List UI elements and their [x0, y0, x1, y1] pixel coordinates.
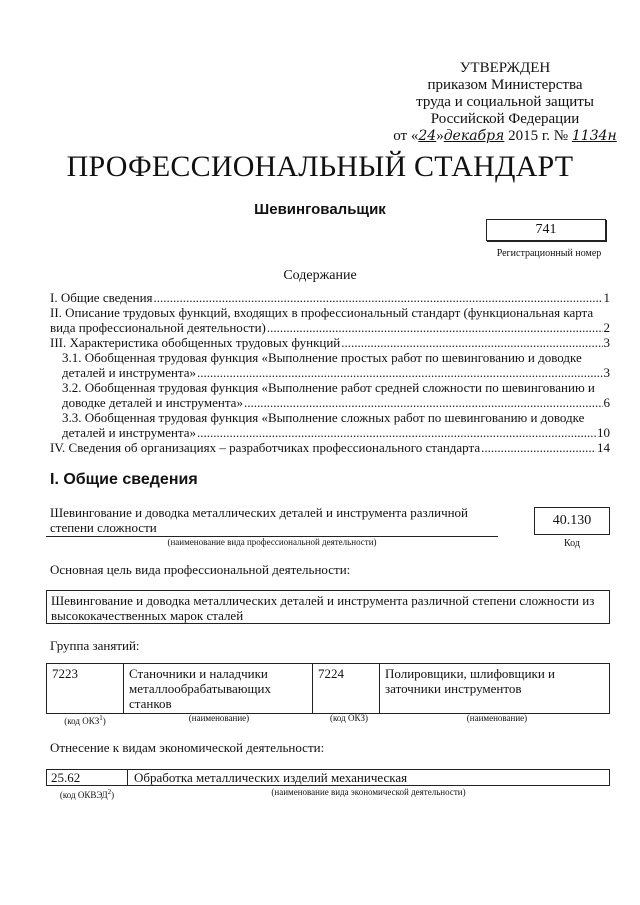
toc-item[interactable]: [50, 305, 610, 335]
date-year: 2015 г. №: [508, 128, 569, 144]
section-heading: I. Общие сведения: [50, 471, 198, 488]
date-day: 24: [418, 128, 437, 144]
okz-name-cell: Станочники и наладчики металлообрабатывающих станков: [124, 664, 313, 714]
toc-item-page: 6: [603, 395, 610, 410]
caption-text: (код ОКВЭД: [59, 790, 108, 800]
order-number: 1134н: [571, 128, 617, 144]
toc-leader: [244, 395, 603, 410]
okz-code-caption: [46, 713, 124, 727]
toc-leader: [481, 440, 596, 455]
date-prefix: от «: [393, 128, 419, 144]
caption-text: (код ОКЗ: [64, 716, 100, 726]
footnote-mark: 1: [99, 714, 103, 722]
approval-block: [390, 60, 620, 145]
activity-name-line: Шевингование и доводка металлических деталей и инструмента различной: [50, 505, 469, 520]
okz-name-caption: (наименование): [188, 713, 250, 723]
toc-leader: [197, 365, 602, 380]
okved-name-cell: Обработка металлических изделий механическая: [127, 769, 610, 786]
okz-name-caption-2: (наименование): [466, 713, 528, 723]
toc-item-text: II. Описание трудовых функций, входящих в профессиональный стандарт (функциональная карта: [50, 305, 594, 320]
toc-item-page: 2: [603, 320, 610, 335]
approval-date-line: [390, 128, 620, 145]
okz-name-cell: Полировщики, шлифовщики и заточники инструментов: [380, 664, 610, 714]
approval-line-2: приказом Министерства: [427, 77, 583, 93]
toc-item-text-cont: доводке деталей и инструмента»: [62, 395, 243, 410]
okved-name-caption: (наименование вида экономической деятельности): [271, 787, 466, 797]
activity-code-label: Код: [564, 538, 580, 549]
toc-item-text: 3.1. Обобщенная трудовая функция «Выполнение простых работ по шевингованию и доводке: [62, 350, 582, 365]
group-label: Группа занятий:: [50, 638, 140, 653]
date-mid: »: [436, 128, 444, 144]
profession-name: Шевинговальщик: [254, 201, 386, 218]
toc-item[interactable]: [50, 350, 610, 380]
toc-list: [50, 290, 610, 455]
toc-item-text-cont: вида профессиональной деятельности): [50, 320, 266, 335]
caption-text: ): [102, 716, 106, 726]
toc-heading: Содержание: [283, 268, 357, 283]
toc-item-page: 3: [603, 335, 610, 350]
goal-text-line: Шевингование и доводка металлических деталей и инструмента различной степени сложности из: [51, 593, 595, 608]
econ-label: Отнесение к видам экономической деятельности:: [50, 740, 325, 755]
document-title: ПРОФЕССИОНАЛЬНЫЙ СТАНДАРТ: [66, 150, 574, 183]
approval-line-4: Российской Федерации: [430, 111, 580, 127]
toc-item[interactable]: [50, 410, 610, 440]
toc-item[interactable]: [50, 290, 610, 305]
toc-item-page: 1: [603, 290, 610, 305]
activity-caption: (наименование вида профессиональной деятельности): [167, 537, 377, 547]
okved-code-caption: [46, 787, 128, 801]
toc-item[interactable]: [50, 440, 610, 455]
goal-text-line: высококачественных марок сталей: [51, 608, 244, 623]
toc-item-text: 3.2. Обобщенная трудовая функция «Выполнение работ средней сложности по шевингованию и: [62, 380, 595, 395]
occupation-group-table: [46, 663, 610, 714]
registration-number-box: 741: [486, 219, 606, 241]
toc-item-text: IV. Сведения об организациях – разработчиках профессионального стандарта: [50, 440, 481, 455]
toc-item-text: 3.3. Обобщенная трудовая функция «Выполнение сложных работ по шевингованию и доводке: [62, 410, 585, 425]
toc-leader: [154, 290, 603, 305]
goal-box: [46, 590, 610, 624]
toc-item-text: I. Общие сведения: [50, 290, 153, 305]
okz-code-caption-2: (код ОКЗ): [330, 713, 368, 723]
toc-item-text: III. Характеристика обобщенных трудовых функций: [50, 335, 341, 350]
toc-item-page: 3: [603, 365, 610, 380]
toc-leader: [341, 335, 602, 350]
activity-name-line: степени сложности: [50, 520, 157, 535]
toc-item-text-cont: деталей и инструмента»: [62, 365, 197, 380]
okz-code-cell: 7224: [313, 664, 380, 714]
activity-code-box: 40.130: [534, 507, 610, 535]
registration-number-label: Регистрационный номер: [496, 248, 602, 259]
toc-item-page: 14: [597, 440, 610, 455]
approval-line-3: труда и социальной защиты: [416, 94, 594, 110]
okz-code-cell: 7223: [47, 664, 124, 714]
approval-line-1: УТВЕРЖДЕН: [459, 60, 551, 76]
goal-label: Основная цель вида профессиональной деятельности:: [50, 562, 351, 577]
footnote-mark: 2: [107, 788, 112, 796]
okved-code-cell: 25.62: [46, 769, 128, 786]
toc-item-page: 10: [597, 425, 610, 440]
toc-item[interactable]: [50, 380, 610, 410]
toc-leader: [197, 425, 596, 440]
date-month: декабря: [443, 128, 505, 144]
toc-leader: [267, 320, 603, 335]
toc-item[interactable]: [50, 335, 610, 350]
caption-text: ): [111, 790, 115, 800]
table-row: [47, 664, 610, 714]
toc-item-text-cont: деталей и инструмента»: [62, 425, 197, 440]
activity-name: [50, 505, 500, 535]
